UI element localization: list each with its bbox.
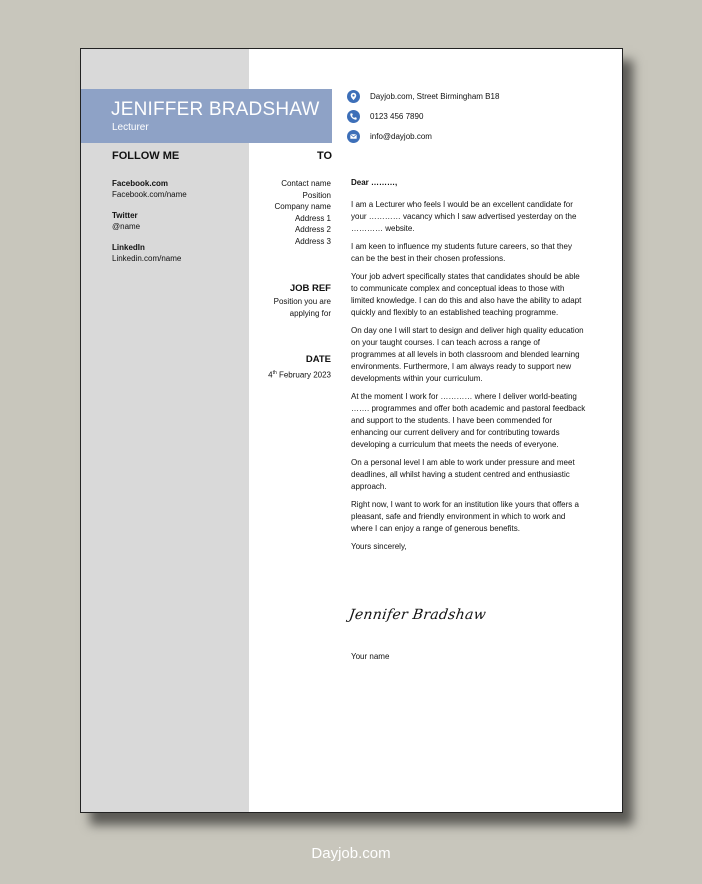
phone-icon [347,110,360,123]
letter-greeting: Dear ………, [351,178,398,187]
twitter-value: @name [112,222,141,231]
signature: Jennifer Bradshaw [347,607,488,623]
letter-paragraph: Right now, I want to work for an institution like yours that offers a pleasant, safe and friendly environment in which to work and where I can enjoy a range of generous benefits. [351,500,579,533]
to-line: Contact name [281,179,331,188]
facebook-value: Facebook.com/name [112,190,187,199]
job-ref-line: Position you are [273,297,331,306]
candidate-role: Lecturer [112,122,149,133]
date-day: 4 [268,370,273,380]
cv-page [80,48,623,813]
letter-closing: Yours sincerely, [351,542,407,551]
contact-phone: 0123 456 7890 [370,111,424,121]
contact-email-row [347,129,432,143]
letter-paragraph: I am a Lecturer who feels I would be an excellent candidate for your ………… vacancy which I saw advertised yesterday on the ………… website. [351,200,577,233]
location-icon [347,90,360,103]
date-value [268,368,331,381]
to-line: Address 1 [294,213,331,223]
facebook-label: Facebook.com [112,179,169,188]
follow-me-heading: FOLLOW ME [112,150,180,162]
date-heading: DATE [305,354,331,365]
to-line: Company name [274,202,331,211]
date-suffix: th [272,370,277,376]
letter-paragraph: On day one I will start to design and deliver high quality education on your taught courses. I can teach across a range of programmes at all levels in both classroom and blended learning environments. Furthermore, I am always ready to support new developments within your curriculum. [351,326,584,383]
candidate-name: JENIFFER BRADSHAW [111,99,320,120]
to-heading: TO [317,150,333,162]
contact-phone-row [347,109,423,123]
footer-brand: Dayjob.com [311,845,391,862]
linkedin-value: Linkedin.com/name [112,254,182,263]
linkedin-label: LinkedIn [112,243,145,252]
contact-address-row [347,89,499,103]
email-icon [347,130,360,143]
to-line: Address 3 [294,236,331,246]
date-rest: February 2023 [276,370,331,380]
your-name: Your name [351,652,390,661]
letter-paragraph: I am keen to influence my students future careers, so that they can be the best in their chosen professions. [351,242,573,263]
to-line: Address 2 [294,225,331,234]
sidebar [81,49,249,812]
contact-address: Dayjob.com, Street Birmingham B18 [370,91,500,101]
twitter-label: Twitter [112,211,138,220]
letter-paragraph: On a personal level I am able to work under pressure and meet deadlines, all whilst having a student centred and enthusiastic approach. [351,458,575,491]
letter-paragraph: Your job advert specifically states that candidates should be able to communicate complex and conceptual ideas to those with limited knowledge. I can do this and also have the ability to adapt quickly and flexibly to an established teaching programme. [351,272,582,317]
job-ref-line: applying for [289,309,331,318]
letter-paragraph: At the moment I work for ………… where I deliver world-beating ……. programmes and offer both academic and pastoral feedback and support to the students. I have been commended for enhancing our current delivery and for contributing towards developing a curriculum that meets the needs of everyone. [351,392,586,449]
letter-body [351,177,586,559]
to-line: Position [302,190,331,200]
job-ref-heading: JOB REF [289,283,331,294]
contact-email: info@dayjob.com [370,131,432,141]
